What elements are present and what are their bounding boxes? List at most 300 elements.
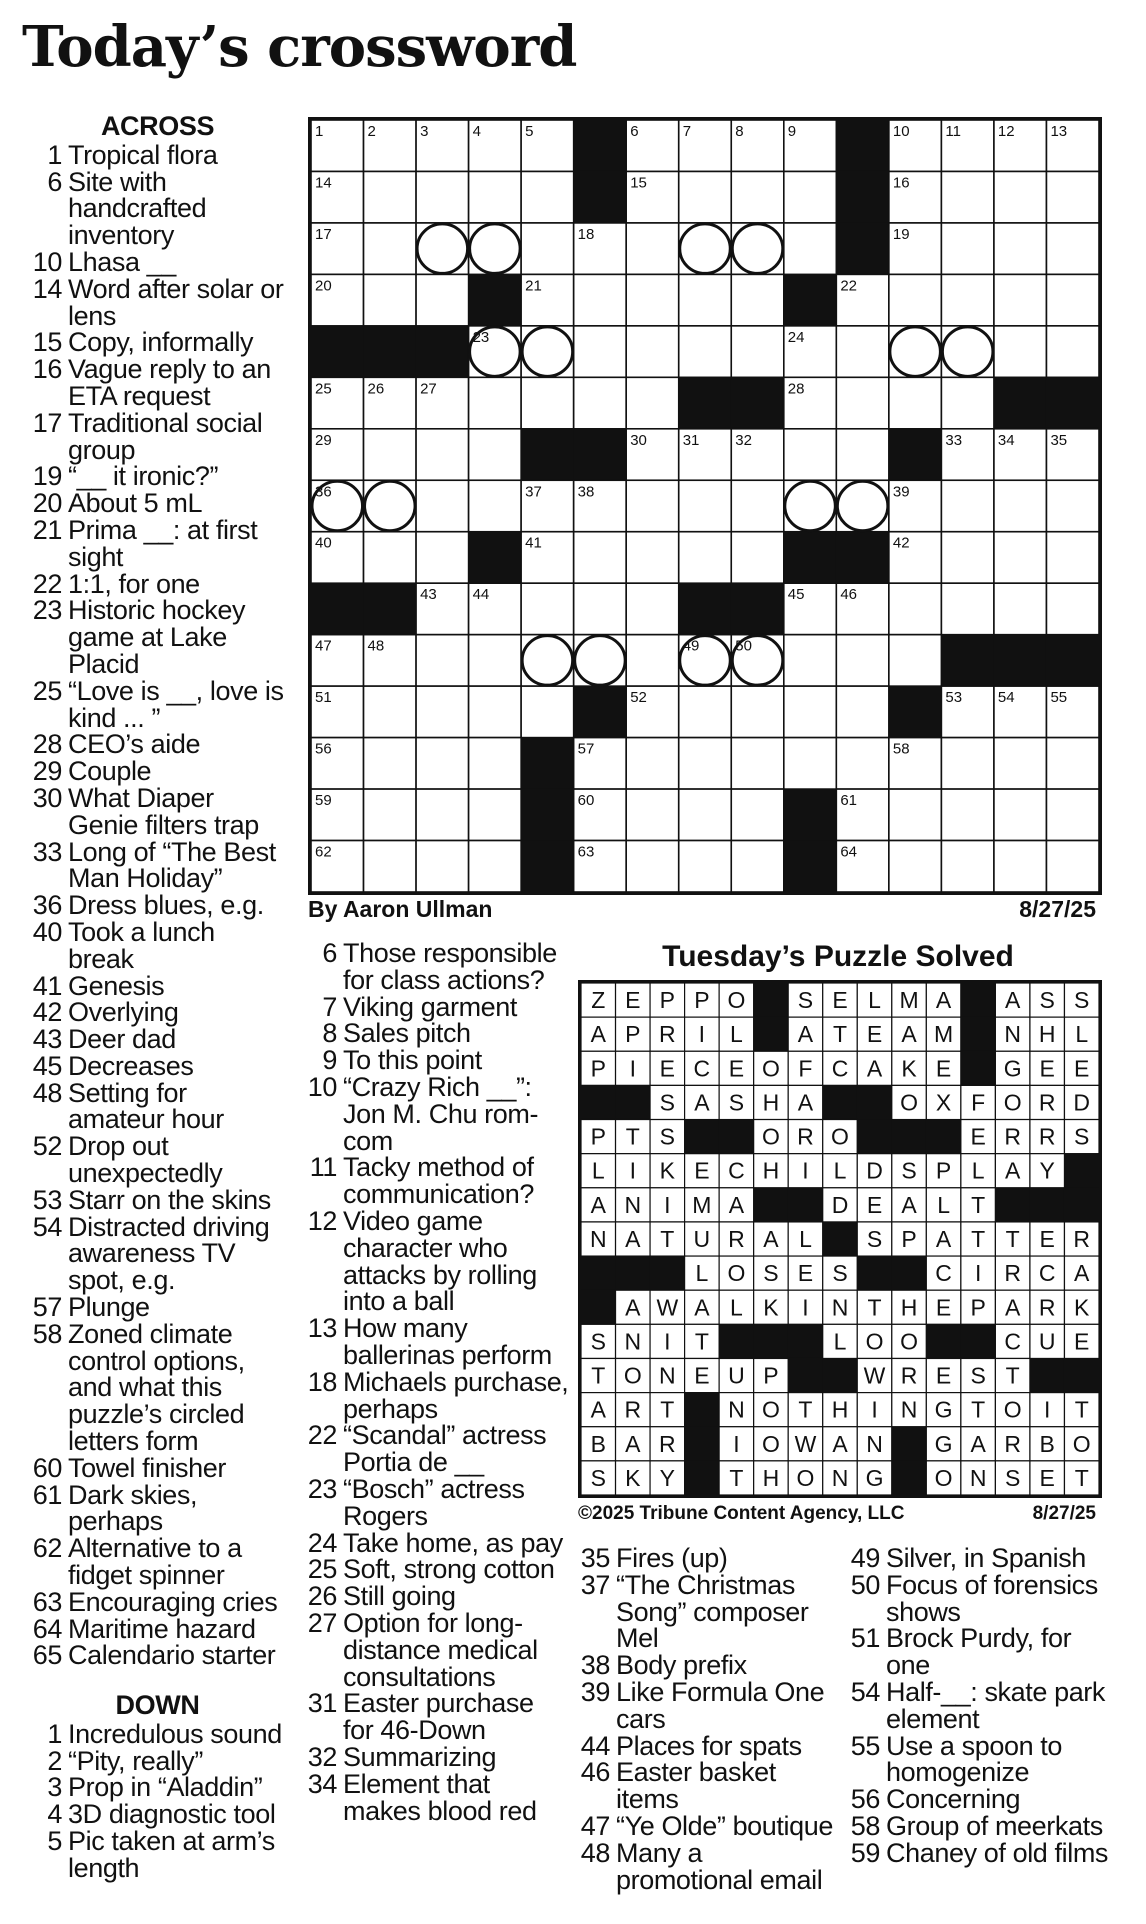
clue-item	[30, 490, 285, 517]
clue-item	[30, 1294, 285, 1321]
solution-block	[581, 1085, 617, 1120]
clue-number: 55	[850, 1730, 880, 1761]
cell-number: 62	[315, 843, 332, 861]
clue-item	[305, 1690, 570, 1744]
grid-cell[interactable]	[784, 223, 837, 274]
grid-cell[interactable]	[1046, 274, 1099, 325]
clue-item	[30, 1184, 285, 1215]
cell-number: 2	[367, 123, 376, 140]
grid-cell[interactable]	[731, 171, 784, 222]
clue-number: 60	[32, 1452, 62, 1483]
solution-letter: O	[900, 1328, 919, 1355]
grid-cell[interactable]	[941, 738, 994, 789]
solution-letter: S	[832, 1260, 848, 1287]
clue-item	[30, 782, 285, 840]
clue-number: 6	[322, 938, 337, 968]
solution-letter: L	[591, 1157, 605, 1184]
solution-letter: O	[1003, 1396, 1022, 1423]
clue-text: Dark skies, perhaps	[68, 1479, 198, 1537]
cell-number: 61	[840, 792, 858, 810]
clue-item	[30, 758, 285, 785]
block-square	[836, 171, 890, 223]
cell-number: 53	[945, 689, 963, 707]
clue-number: 31	[307, 1688, 337, 1719]
grid-cell[interactable]	[889, 635, 942, 686]
block-square	[521, 789, 575, 841]
grid-cell[interactable]	[416, 429, 469, 480]
block-square	[573, 171, 627, 223]
grid-cell[interactable]	[941, 223, 994, 274]
clue-item	[305, 1205, 570, 1317]
clue-number: 20	[32, 488, 62, 519]
grid-cell[interactable]	[679, 841, 732, 892]
clue-item	[578, 1730, 843, 1761]
clue-number: 58	[850, 1810, 880, 1841]
clue-text: Use a spoon to homogenize	[886, 1730, 1063, 1788]
grid-cell[interactable]	[836, 326, 889, 377]
grid-cell[interactable]	[679, 532, 732, 583]
clue-item	[848, 1545, 1118, 1572]
grid-cell[interactable]	[416, 789, 469, 840]
solution-letter: E	[797, 1260, 814, 1287]
clue-item	[30, 1452, 285, 1483]
grid-cell[interactable]	[469, 429, 522, 480]
solution-letter: P	[625, 1021, 641, 1048]
solution-block	[753, 1017, 789, 1052]
clue-text: CEO’s aide	[68, 729, 201, 760]
grid-cell[interactable]	[941, 583, 994, 634]
cell-number: 63	[577, 843, 595, 861]
solution-letter: C	[693, 1055, 711, 1082]
solution-block	[960, 1017, 996, 1052]
solution-block	[1029, 1187, 1065, 1222]
solution-letter: A	[625, 1430, 641, 1457]
solution-letter: A	[1004, 1294, 1021, 1321]
grid-cell[interactable]	[364, 429, 417, 480]
solution-letter: N	[589, 1226, 607, 1252]
grid-cell[interactable]	[679, 686, 732, 737]
cell-number: 47	[315, 637, 332, 655]
grid-cell[interactable]	[521, 686, 574, 737]
cell-number: 16	[892, 174, 910, 192]
clue-number: 10	[307, 1071, 337, 1102]
grid-cell[interactable]	[994, 789, 1047, 840]
grid-cell[interactable]	[521, 223, 574, 274]
grid-cell[interactable]	[941, 377, 994, 428]
grid-cell[interactable]	[941, 171, 994, 222]
grid-cell[interactable]	[1046, 223, 1099, 274]
solution-letter: E	[935, 1362, 952, 1389]
solution-letter: A	[935, 1226, 952, 1252]
grid-cell[interactable]	[364, 686, 417, 737]
clue-item	[578, 1652, 843, 1679]
solution-letter: O	[796, 1464, 815, 1491]
clue-number: 47	[580, 1810, 610, 1841]
solution-letter: S	[659, 1123, 676, 1150]
clue-item	[30, 1718, 285, 1749]
solution-letter: B	[590, 1430, 606, 1457]
solution-letter: G	[934, 1396, 953, 1423]
cell-number: 54	[997, 689, 1015, 707]
cell-number: 55	[1050, 689, 1068, 707]
grid-cell[interactable]	[521, 377, 574, 428]
clue-text: Zoned climate control options, and what this puzzle’s circled letters form	[68, 1318, 245, 1457]
grid-cell[interactable]	[626, 532, 679, 583]
down-clues-column-2	[305, 940, 570, 1824]
clue-item	[30, 463, 285, 490]
clue-item	[30, 1774, 285, 1801]
solution-letter: H	[1038, 1021, 1056, 1048]
clue-text: “Pity, really”	[68, 1745, 203, 1776]
grid-cell[interactable]	[469, 377, 522, 428]
grid-cell[interactable]	[1046, 326, 1099, 377]
grid-cell[interactable]	[731, 686, 784, 737]
clue-number: 26	[307, 1581, 337, 1612]
grid-cell[interactable]	[1046, 171, 1099, 222]
cell-number: 12	[997, 123, 1015, 140]
grid-cell[interactable]	[994, 841, 1047, 892]
solution-letter: I	[629, 1157, 636, 1184]
solution-letter: N	[728, 1396, 745, 1423]
clue-number: 63	[32, 1586, 62, 1617]
grid-cell[interactable]	[469, 480, 522, 531]
grid-cell[interactable]	[679, 326, 732, 377]
clue-item	[30, 1613, 285, 1644]
solution-letter: A	[728, 1191, 745, 1218]
grid-cell[interactable]	[731, 274, 784, 325]
block-square	[1046, 634, 1100, 686]
solution-block	[960, 1051, 996, 1086]
grid-cell[interactable]	[994, 274, 1047, 325]
grid-cell[interactable]	[836, 686, 889, 737]
grid-cell[interactable]	[626, 583, 679, 634]
solution-letter: F	[798, 1055, 813, 1082]
grid-cell[interactable]	[889, 841, 942, 892]
clue-number: 23	[32, 595, 62, 626]
cell-number: 41	[525, 534, 542, 552]
solution-letter: R	[1004, 1260, 1021, 1287]
grid-cell[interactable]	[626, 223, 679, 274]
grid-cell[interactable]	[364, 171, 417, 222]
clue-item	[30, 1535, 285, 1589]
grid-cell[interactable]	[679, 789, 732, 840]
solution-letter: K	[901, 1055, 917, 1082]
clue-text: Historic hockey game at Lake Placid	[68, 595, 246, 679]
solution-letter: O	[623, 1362, 642, 1389]
grid-cell[interactable]	[994, 738, 1047, 789]
solution-letter: P	[935, 1157, 952, 1184]
solution-letter: R	[1073, 1226, 1091, 1252]
cell-number: 45	[787, 586, 805, 604]
grid-cell[interactable]	[994, 171, 1047, 222]
solution-letter: L	[1075, 1021, 1089, 1048]
solution-block	[684, 1460, 720, 1495]
grid-cell[interactable]	[574, 377, 627, 428]
grid-cell[interactable]	[731, 738, 784, 789]
clue-item	[30, 1745, 285, 1776]
clue-text: Body prefix	[616, 1650, 747, 1681]
grid-cell[interactable]	[941, 480, 994, 531]
grid-cell[interactable]	[731, 532, 784, 583]
grid-cell[interactable]	[1046, 532, 1099, 583]
clue-number: 27	[307, 1607, 337, 1638]
grid-cell[interactable]	[679, 480, 732, 531]
grid-cell[interactable]	[364, 841, 417, 892]
cell-number: 11	[945, 123, 961, 140]
grid-cell[interactable]	[364, 532, 417, 583]
clue-number: 42	[32, 997, 62, 1028]
grid-cell[interactable]	[784, 686, 837, 737]
solution-letter: T	[1074, 1464, 1089, 1491]
grid-cell[interactable]	[626, 274, 679, 325]
solution-block	[788, 1187, 824, 1222]
clue-number: 48	[580, 1837, 610, 1868]
block-square	[416, 325, 470, 377]
block-square	[521, 428, 575, 480]
grid-cell[interactable]	[626, 377, 679, 428]
cell-number: 35	[1050, 431, 1068, 449]
grid-cell[interactable]	[1046, 738, 1099, 789]
grid-cell[interactable]	[416, 532, 469, 583]
clue-text: Brock Purdy, for one	[886, 1623, 1072, 1681]
clue-text: Prima __: at first sight	[68, 514, 258, 572]
clue-item	[578, 1837, 843, 1895]
clue-text: How many ballerinas perform	[343, 1313, 552, 1370]
grid-cell[interactable]	[574, 583, 627, 634]
cell-number: 37	[525, 483, 542, 501]
solution-letter: S	[590, 1328, 606, 1355]
grid-cell[interactable]	[1046, 789, 1099, 840]
clue-number: 14	[32, 273, 62, 304]
clue-item	[30, 568, 285, 599]
solution-block	[753, 1187, 789, 1222]
grid-cell[interactable]	[994, 480, 1047, 531]
grid-cell[interactable]	[941, 841, 994, 892]
grid-cell[interactable]	[1046, 480, 1099, 531]
clue-number: 58	[32, 1318, 62, 1349]
grid-cell[interactable]	[416, 480, 469, 531]
solution-letter: C	[728, 1157, 745, 1184]
clue-number: 56	[850, 1784, 880, 1815]
clue-number: 57	[32, 1292, 62, 1323]
grid-cell[interactable]	[574, 532, 627, 583]
grid-cell[interactable]	[731, 480, 784, 531]
down-clues-column-4	[848, 1545, 1118, 1867]
grid-cell[interactable]	[469, 841, 522, 892]
grid-cell[interactable]	[416, 274, 469, 325]
cell-number: 28	[787, 380, 805, 398]
clue-text: Silver, in Spanish	[886, 1543, 1086, 1573]
cell-number: 4	[472, 123, 481, 140]
clue-text: “Crazy Rich __”: Jon M. Chu rom-com	[343, 1071, 539, 1156]
grid-cell[interactable]	[941, 274, 994, 325]
grid-cell[interactable]	[626, 738, 679, 789]
clue-item	[578, 1569, 843, 1654]
block-square	[836, 120, 890, 172]
solution-block	[719, 1324, 755, 1359]
clue-number: 3	[47, 1772, 62, 1803]
grid-cell[interactable]	[469, 635, 522, 686]
clue-text: Calendario starter	[68, 1640, 276, 1671]
clue-text: Genesis	[68, 970, 165, 1001]
clue-item	[30, 836, 285, 894]
cell-number: 15	[630, 174, 647, 192]
solution-letter: T	[729, 1464, 744, 1491]
solution-letter: F	[971, 1089, 986, 1116]
block-square	[783, 274, 837, 326]
solution-letter: T	[694, 1328, 709, 1355]
grid-cell[interactable]	[364, 789, 417, 840]
solution-letter: E	[935, 1055, 952, 1082]
clue-number: 18	[307, 1366, 337, 1397]
grid-cell[interactable]	[626, 326, 679, 377]
grid-cell[interactable]	[416, 686, 469, 737]
grid-cell[interactable]	[994, 326, 1047, 377]
block-square	[468, 531, 522, 583]
grid-cell[interactable]	[416, 171, 469, 222]
grid-cell[interactable]	[626, 789, 679, 840]
byline: By Aaron Ullman	[308, 896, 493, 922]
grid-cell[interactable]	[731, 841, 784, 892]
clue-number: 52	[32, 1131, 62, 1162]
grid-cell[interactable]	[836, 738, 889, 789]
clue-text: “Love is __, love is kind ... ”	[68, 675, 284, 733]
grid-cell[interactable]	[941, 532, 994, 583]
grid-cell[interactable]	[364, 738, 417, 789]
clue-number: 41	[32, 970, 62, 1001]
grid-cell[interactable]	[521, 583, 574, 634]
grid-cell[interactable]	[731, 789, 784, 840]
grid-cell[interactable]	[889, 274, 942, 325]
clue-number: 7	[322, 991, 337, 1022]
cell-number: 18	[577, 225, 595, 243]
solution-block	[995, 1187, 1031, 1222]
solution-letter: T	[971, 1226, 986, 1252]
grid-cell[interactable]	[784, 738, 837, 789]
grid-cell[interactable]	[784, 429, 837, 480]
solution-block	[857, 1119, 893, 1154]
clue-text: Starr on the skins	[68, 1184, 271, 1215]
solution-letter: N	[624, 1328, 642, 1355]
cell-number: 52	[630, 689, 647, 707]
clue-item	[305, 1768, 570, 1826]
solution-letter: E	[1039, 1226, 1055, 1252]
crossword-grid[interactable]	[308, 117, 1102, 895]
grid-cell[interactable]	[784, 171, 837, 222]
clue-number: 15	[32, 327, 62, 358]
grid-cell[interactable]	[416, 635, 469, 686]
clue-text: Pic taken at arm’s length	[68, 1825, 275, 1883]
grid-cell[interactable]	[416, 841, 469, 892]
clue-text: “The Christmas Song” composer Mel	[616, 1569, 809, 1654]
solution-block	[1029, 1358, 1065, 1393]
solution-letter: G	[934, 1430, 953, 1457]
grid-cell[interactable]	[889, 789, 942, 840]
grid-cell[interactable]	[416, 738, 469, 789]
grid-cell[interactable]	[626, 841, 679, 892]
solution-letter: A	[694, 1294, 710, 1321]
solution-letter: L	[937, 1191, 950, 1218]
clue-item	[848, 1810, 1118, 1841]
solution-letter: P	[763, 1362, 779, 1389]
clue-text: About 5 mL	[68, 488, 203, 519]
down-header: DOWN	[115, 1690, 200, 1720]
grid-cell[interactable]	[364, 223, 417, 274]
grid-cell[interactable]	[941, 789, 994, 840]
clue-text: Prop in “Aladdin”	[68, 1772, 263, 1803]
clue-item	[305, 1020, 570, 1047]
grid-cell[interactable]	[994, 223, 1047, 274]
clue-number: 12	[307, 1205, 337, 1236]
clue-text: Places for spats	[616, 1730, 802, 1761]
grid-cell[interactable]	[679, 171, 732, 222]
grid-cell[interactable]	[679, 738, 732, 789]
solution-letter: H	[762, 1157, 780, 1184]
solution-letter: X	[935, 1089, 952, 1116]
block-square	[836, 222, 890, 274]
grid-cell[interactable]	[626, 480, 679, 531]
clue-item	[30, 1133, 285, 1187]
grid-cell[interactable]	[836, 429, 889, 480]
block-square	[521, 737, 575, 789]
solution-letter: T	[1074, 1396, 1089, 1423]
grid-cell[interactable]	[889, 377, 942, 428]
cell-number: 10	[892, 123, 910, 140]
clue-item	[30, 329, 285, 356]
grid-cell[interactable]	[574, 274, 627, 325]
cell-number: 26	[367, 380, 385, 398]
grid-cell[interactable]	[626, 635, 679, 686]
solution-letter: L	[971, 1157, 985, 1184]
solution-letter: L	[833, 1157, 847, 1184]
grid-cell[interactable]	[574, 326, 627, 377]
grid-cell[interactable]	[994, 532, 1047, 583]
grid-cell[interactable]	[731, 326, 784, 377]
solution-block	[926, 1324, 962, 1359]
block-square	[521, 840, 575, 892]
block-square	[1046, 377, 1100, 429]
grid-cell[interactable]	[784, 635, 837, 686]
clue-number: 17	[32, 407, 62, 438]
grid-cell[interactable]	[679, 274, 732, 325]
grid-cell[interactable]	[469, 738, 522, 789]
block-square	[363, 583, 417, 635]
clue-item	[30, 1586, 285, 1617]
solution-letter: W	[794, 1430, 817, 1457]
grid-cell[interactable]	[469, 171, 522, 222]
clue-item	[305, 1741, 570, 1772]
grid-cell[interactable]	[994, 583, 1047, 634]
grid-cell[interactable]	[469, 789, 522, 840]
grid-cell[interactable]	[469, 686, 522, 737]
grid-cell[interactable]	[1046, 583, 1099, 634]
grid-cell[interactable]	[364, 274, 417, 325]
solution-letter: A	[866, 1055, 883, 1082]
grid-cell[interactable]	[889, 583, 942, 634]
down-clues-column-1	[30, 1692, 285, 1882]
clue-number: 23	[307, 1473, 337, 1504]
grid-cell[interactable]	[836, 377, 889, 428]
clue-item	[305, 1473, 570, 1531]
clue-text: Concerning	[886, 1784, 1021, 1815]
clue-number: 11	[309, 1152, 337, 1183]
solution-letter: E	[659, 1055, 676, 1082]
grid-cell[interactable]	[836, 635, 889, 686]
grid-cell[interactable]	[1046, 841, 1099, 892]
clue-text: Alternative to a fidget spinner	[68, 1533, 242, 1591]
grid-cell[interactable]	[521, 171, 574, 222]
solution-letter: O	[865, 1328, 884, 1355]
